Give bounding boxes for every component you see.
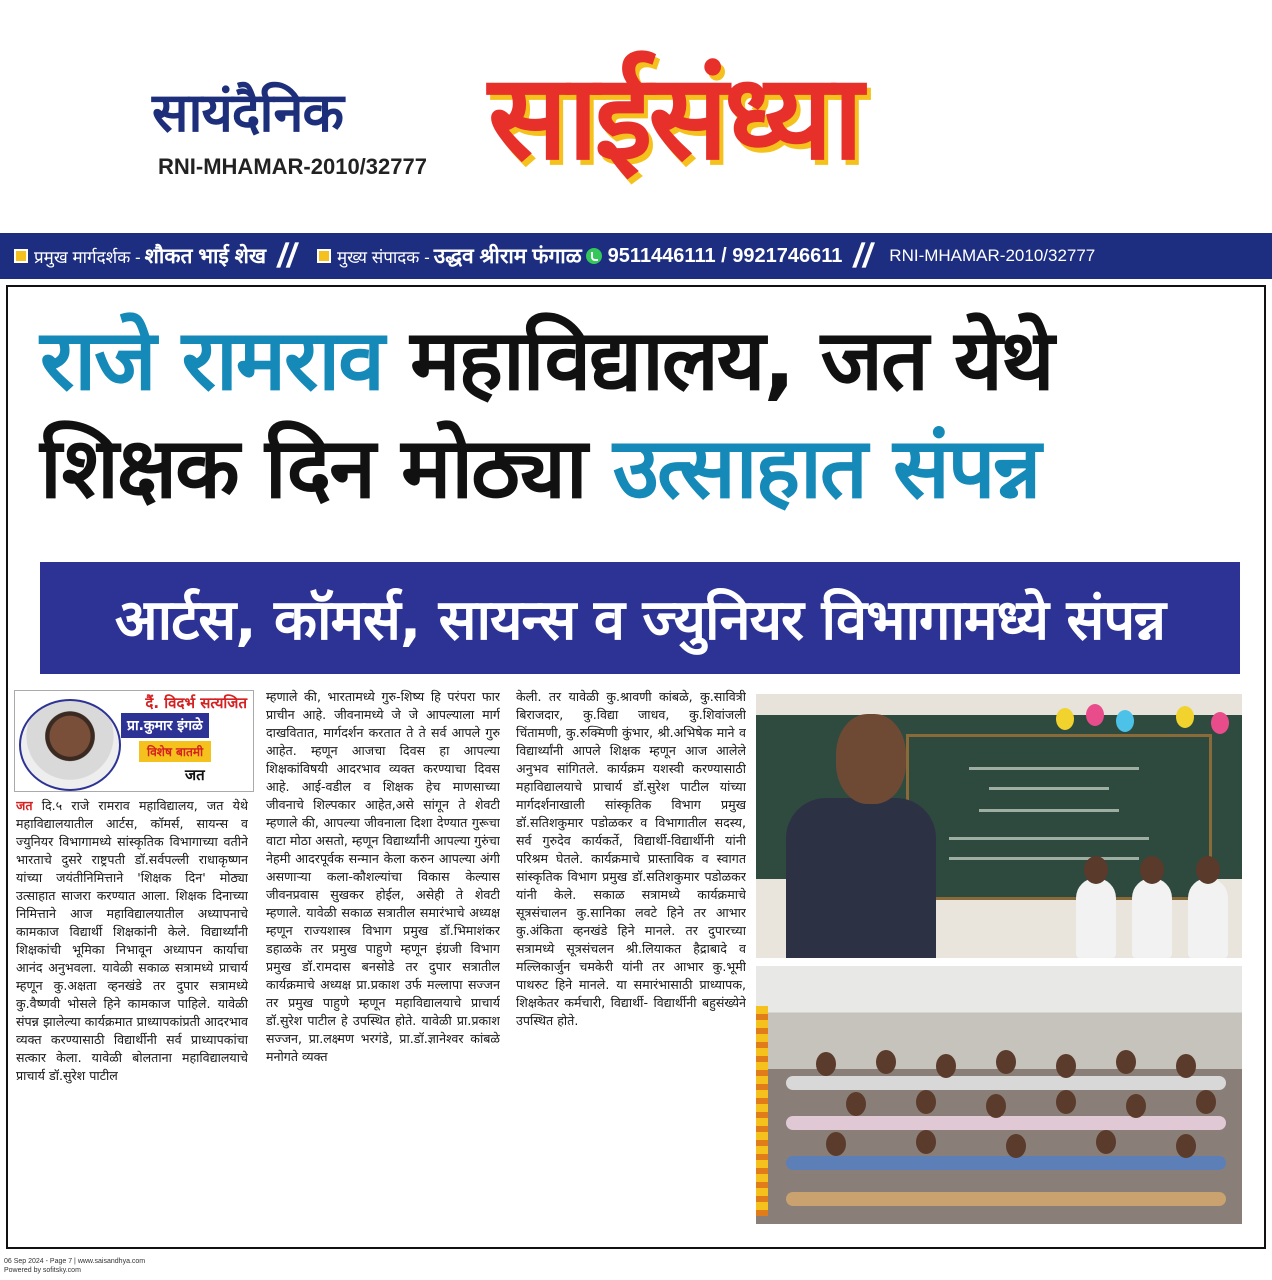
audience-face: [986, 1094, 1006, 1118]
separator-icon: //: [851, 237, 877, 275]
balloon-icon: [1211, 712, 1229, 734]
audience-row: [786, 1076, 1226, 1090]
seated-guest-head: [1196, 856, 1220, 884]
headline-part-college: राजे रामराव: [40, 311, 383, 409]
audience-face: [1006, 1134, 1026, 1158]
chalk-line: [969, 767, 1139, 770]
guide-name: शौकत भाई शेख: [144, 245, 267, 268]
audience-row: [786, 1156, 1226, 1170]
speaker-head: [836, 714, 906, 804]
seated-guest: [1132, 878, 1172, 958]
headline-part-place: महाविद्यालय, जत येथे: [382, 311, 1053, 409]
balloon-icon: [1086, 704, 1104, 726]
audience-face: [916, 1090, 936, 1114]
info-rni: RNI-MHAMAR-2010/32777: [889, 246, 1096, 265]
article-column-3: [516, 688, 746, 1188]
phone-icon: [586, 248, 602, 264]
headline-line-1: [40, 306, 1240, 414]
audience-face: [1096, 1130, 1116, 1154]
byline-tag: विशेष बातमी: [139, 741, 211, 762]
masthead-title: साईसंध्या: [488, 48, 860, 186]
speaker-figure: [776, 714, 936, 958]
byline-author: प्रा.कुमार इंगळे: [121, 713, 209, 738]
headline-part-event: शिक्षक दिन मोठ्या: [40, 419, 613, 517]
masthead: [0, 0, 1272, 230]
headline-part-outcome: उत्साहात संपन्न: [612, 419, 1040, 517]
audience-face: [826, 1132, 846, 1156]
photo-audience: [756, 966, 1242, 1224]
audience-row: [786, 1192, 1226, 1206]
masthead-rni: RNI-MHAMAR-2010/32777: [158, 154, 427, 179]
audience-face: [996, 1050, 1016, 1074]
bullet-icon: [14, 249, 28, 263]
balloon-icon: [1056, 708, 1074, 730]
audience-face: [816, 1052, 836, 1076]
headline-line-2: [40, 414, 1240, 522]
phone-numbers: 9511446111 / 9921746611: [607, 244, 843, 267]
byline-paper: दैं. विदर्भ सत्यजित: [145, 694, 247, 712]
flower-garland: [756, 1006, 768, 1216]
seated-guest-head: [1084, 856, 1108, 884]
editor-name: उद्धव श्रीराम फंगाळ: [433, 245, 582, 268]
audience-face: [916, 1130, 936, 1154]
masthead-left: [152, 78, 427, 180]
subheadline: आर्टस, कॉमर्स, सायन्स व ज्युनियर विभागामध्ये संपन्न: [114, 588, 1166, 653]
audience-face: [1176, 1134, 1196, 1158]
seated-guest: [1076, 878, 1116, 958]
chalk-line: [989, 787, 1109, 790]
balloon-icon: [1176, 706, 1194, 728]
audience-face: [1196, 1090, 1216, 1114]
guide-label: प्रमुख मार्गदर्शक -: [34, 247, 141, 267]
footer-date-line: 06 Sep 2024 - Page 7 | www.saisandhya.com: [4, 1258, 146, 1265]
blackboard: [906, 734, 1212, 900]
audience-face: [846, 1092, 866, 1116]
article-column-2: [266, 688, 500, 1238]
speaker-body: [786, 798, 936, 958]
audience-face: [1056, 1054, 1076, 1078]
article-text-1: दि.५ राजे रामराव महाविद्यालय, जत येथे महाविद्यालयातील आर्टस, कॉमर्स, सायन्स व ज्युनियर विभागामध्ये सांस्कृतिक विभागाच्या वतीने भारताचे दुसरे राष्ट्रपती डॉ.सर्वपल्ली राधाकृष्णन यांच्या जयंतीनिमित्ताने 'शिक्षक दिन' मोठ्या उत्साहात साजरा करण्यात आला. शिक्षक दिनाच्या निमित्ताने आज महाविद्यालयातील अध्यापनाचे कामकाज विद्यार्थी शिक्षकांनी केले. विद्यार्थ्यांनी शिक्षकांची भूमिका निभावून अध्यापन कार्याचा आनंद अनुभवला. यावेळी सकाळ सत्रामध्ये प्राचार्य म्हणून कु.अक्षता व्हनखंडे तर दुपार सत्रामध्ये कु.वैष्णवी भोसले हिने कामकाज पाहिले. यावेळी संपन्न झालेल्या कार्यक्रमात प्राध्यापकांप्रती आदरभाव व्यक्त करण्यासाठी विद्यार्थीनी सर्व प्राध्यापकांचा सत्कार केला. यावेळी बोलताना महाविद्यालयाचे प्राचार्य डॉ.सुरेश पाटील: [16, 798, 248, 1083]
chalk-line: [949, 857, 1139, 860]
byline-location: जत: [185, 766, 205, 784]
audience-face: [936, 1054, 956, 1078]
audience-row: [786, 1116, 1226, 1130]
audience-face: [1056, 1090, 1076, 1114]
info-bar: [0, 233, 1272, 279]
audience-face: [1176, 1054, 1196, 1078]
subheadline-bar: [40, 562, 1240, 674]
article-column-1: [16, 797, 248, 1237]
seated-guest: [1188, 878, 1228, 958]
footer-powered-by: Powered by sofitsky.com: [4, 1267, 81, 1274]
page-footer: [4, 1257, 145, 1275]
separator-icon: //: [274, 237, 301, 275]
chalk-line: [949, 837, 1149, 840]
reporter-avatar: [19, 699, 121, 791]
photo-speaker: [756, 694, 1242, 958]
dateline-place: जत: [16, 798, 33, 813]
article-text-2: म्हणाले की, भारतामध्ये गुरु-शिष्य हि परंपरा फार प्राचीन आहे. जीवनामध्ये जे जे आपल्याला मार्ग दाखवितात, मार्गदर्शन करतात ते ते सर्व आपले गुरु आहेत. म्हणून आजचा दिवस हा आपल्या शिक्षकांविषयी आदरभाव व्यक्त करण्याचा दिवस आहे. आई-वडील व शिक्षक हेच माणसाच्या जीवनाचे शिल्पकार आहेत,असे सांगून ते शेवटी म्हणाले की, आपल्या जीवनाला दिशा देण्यात गुरूचा वाटा मोठा असतो, म्हणून विद्यार्थ्यांनी आपल्या गुरुंचा नेहमी आदरपूर्वक सन्मान केला करुन आपल्या अंगी असणाऱ्या कला-कौशल्यांचा विकास केल्यास जीवनप्रवास सुखकर होईल, असेही ते शेवटी म्हणाले. यावेळी सकाळ सत्रातील समारंभाचे अध्यक्ष म्हणून राज्यशास्त्र विभाग प्रमुख डॉ.भिमाशंकर डहाळके तर प्रमुख पाहुणे म्हणून इंग्रजी विभाग प्रमुख डॉ.रामदास बनसोडे तर दुपार सत्रातील कार्यक्रमाचे अध्यक्ष प्रा.प्रकाश उर्फ मल्लापा सज्जन तर प्रमुख पाहुणे म्हणून महाविद्यालयाचे प्राचार्य डॉ.सुरेश पाटील हे उपस्थित होते. यावेळी प्रा.प्रकाश सज्जन, प्रा.लक्ष्मण भरगंडे, प्रा.डॉ.ज्ञानेश्वर कांबळे मनोगते व्यक्त: [266, 689, 500, 1064]
audience-face: [876, 1050, 896, 1074]
balloon-icon: [1116, 710, 1134, 732]
audience-face: [1126, 1094, 1146, 1118]
masthead-prefix: सायंदैनिक: [152, 81, 343, 144]
editor-label: मुख्य संपादक -: [337, 247, 430, 267]
chalk-line: [979, 809, 1119, 812]
byline-box: [14, 690, 254, 792]
bullet-icon: [317, 249, 331, 263]
headline: [40, 306, 1240, 522]
article-text-3: केली. तर यावेळी कु.श्रावणी कांबळे, कु.सावित्री बिराजदार, कु.विद्या जाधव, कु.शिवांजली चिंतामणी, कु.रुक्मिणी कुंभार, श्री.अभिषेक माने व विद्यार्थ्यांनी आपले शिक्षक म्हणून आज आलेले अनुभव सांगितले. कार्यक्रम यशस्वी करण्यासाठी महाविद्यालयाचे प्राचार्य डॉ.सुरेश पाटील यांच्या मार्गदर्शनाखाली सांस्कृतिक विभाग प्रमुख डॉ.सतिशकुमार पडोळकर व विभागातील सदस्य, सर्व गुरुदेव कार्यकर्ते, विद्यार्थी-विद्यार्थीनी यांनी परिश्रम घेतले. कार्यक्रमाचे प्रास्ताविक व स्वागत सांस्कृतिक विभाग प्रमुख डॉ.सतिशकुमार पडोळकर यांनी केले. सकाळ सत्रामध्ये कार्यक्रमाचे सूत्रसंचालन कु.सानिका लवटे हिने तर आभार कु.अंकिता व्हनखंडे हिने मानले. तर दुपारच्या सत्रामध्ये सूत्रसंचलन श्री.लियाकत हैद्राबादे व मल्लिकार्जुन चमकेरी यांनी तर आभार कु.भूमी पाथरुट हिने मानले. या समारंभासाठी प्राध्यापक, शिक्षकेतर कर्मचारी, विद्यार्थी- विद्यार्थीनी बहुसंख्येने उपस्थित होते.: [516, 689, 746, 1028]
audience-face: [1116, 1050, 1136, 1074]
seated-guest-head: [1140, 856, 1164, 884]
